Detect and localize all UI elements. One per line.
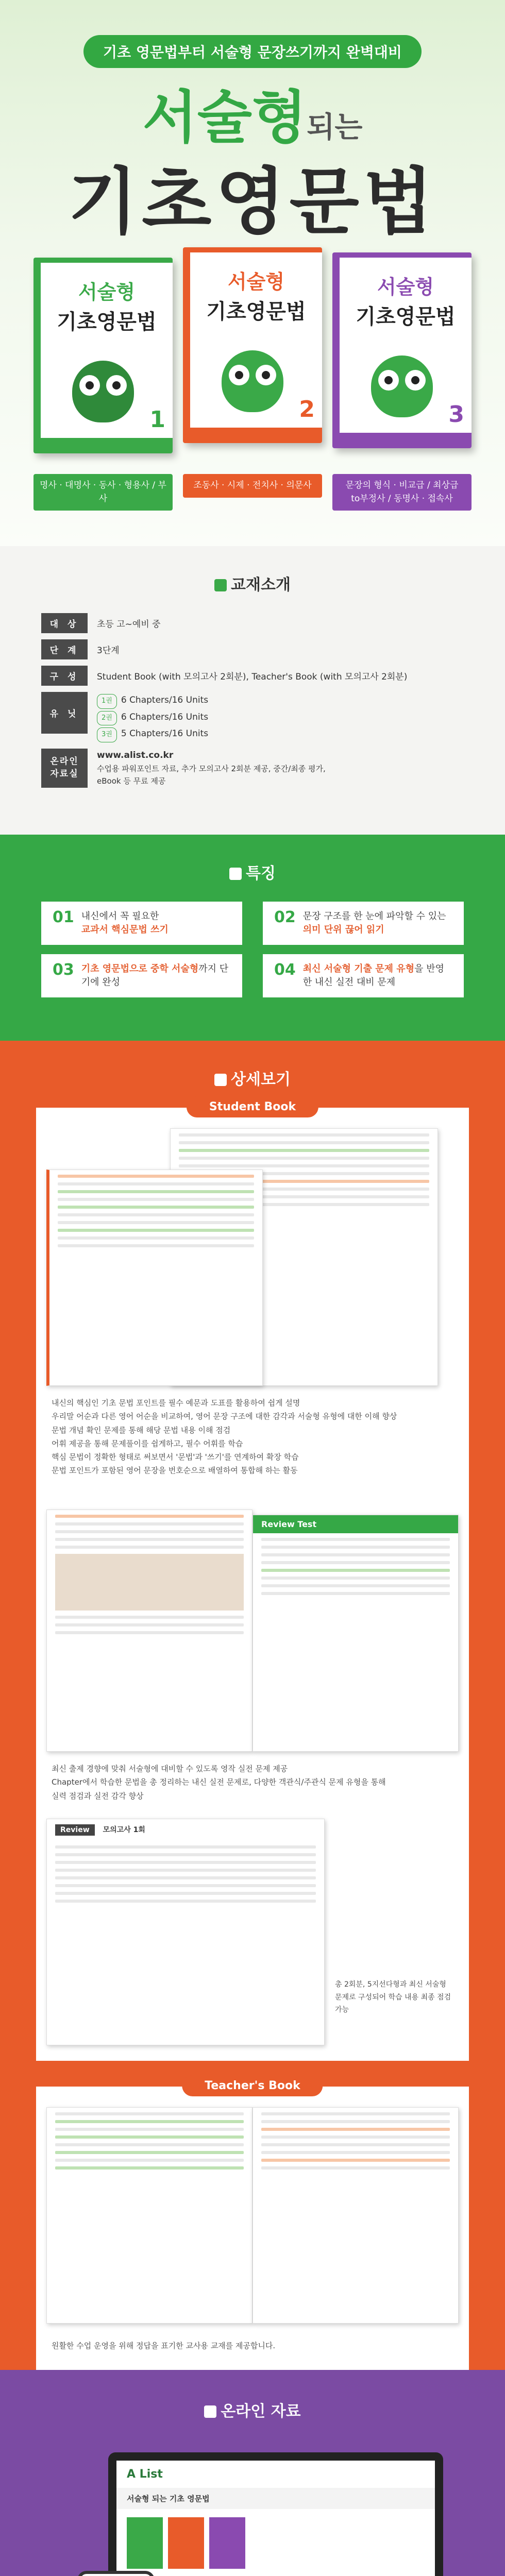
teacher-page: [252, 2107, 459, 2324]
bullet-text: 문법 개념 확인 문제를 통해 해당 문법 내용 이해 점검: [52, 1425, 231, 1435]
sample-page: [46, 1170, 263, 1386]
detail-section: [0, 1041, 505, 2370]
screen-logo: A List: [127, 2468, 163, 2481]
feature-number: 03: [53, 961, 74, 979]
bullet-text: Chapter에서 학습한 문법을 총 정리하는 내신 실전 문제로, 다양한 객관식/주관식 문제 유형을 통해: [52, 1777, 386, 1787]
phone-image: [77, 2571, 155, 2576]
test-note: 총 2회분, 5지선다형과 최신 서술형 문제로 구성되어 학습 내용 최종 점검 가능: [335, 1980, 451, 2014]
unit-value: 6 Chapters/16 Units: [121, 695, 209, 705]
features-heading-text: 특징: [246, 865, 276, 883]
hero: [0, 0, 505, 546]
review-test-title: Review Test: [253, 1515, 458, 1533]
online-heading: [0, 2398, 505, 2421]
bullet-text: 최신 출제 경향에 맞춰 서술형에 대비할 수 있도록 영작 실전 문제 제공: [52, 1764, 288, 1773]
unit-line: [97, 709, 208, 726]
feature-number: 02: [274, 908, 296, 926]
bullet-text: 우리말 어순과 다른 영어 어순을 비교하여, 영어 문장 구조에 대한 감각과 서술형 유형에 대한 이해 향상: [52, 1412, 397, 1421]
info-label: 유 닛: [41, 692, 88, 734]
book-cover-2: [183, 247, 322, 443]
feature-highlight: 최신 서술형 기출 문제 유형: [302, 963, 415, 975]
screen-title: 서술형 되는 기초 영문법: [116, 2488, 435, 2509]
teacher-note: 원활한 수업 운영을 위해 정답을 표기한 교사용 교재를 제공합니다.: [52, 2341, 276, 2350]
bullet-text: 핵심 문법이 정확한 형태로 써보면서 '문법'과 '쓰기'를 연계하여 확장 학습: [52, 1452, 299, 1462]
book-2-title1: 서술형: [227, 270, 285, 293]
book-3-subtitle: 문장의 형식 · 비교급 / 최상급 to부정사 / 동명사 · 접속사: [332, 474, 472, 511]
info-row: [41, 639, 464, 659]
unit-line: [97, 725, 208, 742]
book-icon: [214, 1074, 227, 1086]
detail-heading-text: 상세보기: [231, 1071, 291, 1089]
bullet-text: 문법 포인트가 포함된 영어 문장을 번호순으로 배열하여 통합해 하는 활동: [52, 1466, 298, 1476]
feature-text: 을 반영한 내신 실전 대비 문제: [302, 963, 444, 988]
feature-item: [263, 902, 464, 945]
book-icon: [204, 2405, 216, 2418]
online-section: [0, 2370, 505, 2576]
review-bullets: [52, 1762, 453, 1803]
feature-text: 까지 단기에 완성: [81, 963, 229, 988]
feature-number: 04: [274, 961, 296, 979]
info-row-online: [41, 749, 464, 788]
hero-title: [0, 72, 505, 154]
bullet-text: 어휘 제공을 통해 문제풀이를 쉽게하고, 필수 어휘를 학습: [52, 1438, 243, 1448]
feature-text: 문장 구조를 한 눈에 파악할 수 있는: [302, 911, 446, 922]
book-2-title2: 기초영문법: [206, 300, 306, 324]
detail-heading: [36, 1066, 469, 1089]
unit-line: [97, 692, 208, 709]
student-book-panel: [36, 1100, 469, 2061]
info-label: 구 성: [41, 666, 88, 686]
info-row: [41, 613, 464, 633]
book-2-number: 2: [299, 396, 315, 422]
book-3-title2: 기초영문법: [356, 305, 456, 329]
owl-icon: [222, 350, 283, 412]
info-heading-text: 교재소개: [231, 576, 291, 594]
features-section: [0, 835, 505, 1041]
feature-number: 01: [53, 908, 74, 926]
book-3-title1: 서술형: [377, 276, 434, 298]
features-heading: [41, 860, 464, 883]
test-title: 모의고사 1회: [103, 1826, 145, 1834]
hero-title-small: 되는: [307, 111, 363, 144]
feature-text: 내신에서 꼭 필요한: [81, 911, 159, 922]
online-heading-text: 온라인 자료: [221, 2402, 301, 2420]
info-heading: [41, 572, 464, 595]
online-desc: 수업용 파워포인트 자료, 추가 모의고사 2회분 제공, 중간/최종 평가, eBook 등 무료 제공: [97, 764, 326, 786]
book-1-number: 1: [149, 406, 165, 433]
hero-title-main: 서술형: [142, 84, 307, 150]
owl-icon: [371, 355, 433, 417]
feature-highlight: 의미 단위 끊어 읽기: [302, 924, 384, 936]
book-info-section: [0, 546, 505, 835]
feature-item: [263, 954, 464, 997]
sample-page: [46, 1510, 252, 1752]
student-book-tag: Student Book: [187, 1096, 318, 1117]
bullet-text: 내신의 핵심인 기초 문법 포인트를 필수 예문과 도표를 활용하여 쉽게 설명: [52, 1398, 300, 1408]
teacher-book-tag: Teacher's Book: [182, 2075, 323, 2096]
info-value: 초등 고~예비 중: [97, 619, 161, 630]
unit-value: 6 Chapters/16 Units: [121, 711, 209, 722]
teacher-book-panel: [36, 2079, 469, 2375]
book-icon: [214, 579, 227, 591]
bullet-text: 실력 점검과 실전 감각 향상: [52, 1791, 144, 1801]
teacher-page: [46, 2107, 252, 2324]
info-label: 대 상: [41, 613, 88, 633]
test-page: Review 모의고사 1회: [46, 1819, 325, 2045]
feature-item: [41, 954, 242, 997]
feature-highlight: 기초 영문법으로 중학 서술형: [81, 963, 199, 975]
hero-title-line2: 기초영문법: [68, 160, 437, 244]
book-cover-1: [33, 258, 173, 453]
info-label: 단 계: [41, 639, 88, 659]
hero-tagline: 기초 영문법부터 서술형 문장쓰기까지 완벽대비: [83, 35, 422, 68]
info-value: Student Book (with 모의고사 2회분), Teacher's Book (with 모의고사 2회분): [97, 672, 408, 682]
volume-badge: 1권: [97, 694, 117, 709]
info-label: 온라인 자료실: [41, 749, 88, 788]
book-3-number: 3: [448, 401, 464, 428]
info-row-units: [41, 692, 464, 742]
online-url-link[interactable]: www.alist.co.kr: [97, 750, 174, 761]
owl-icon: [72, 361, 134, 422]
feature-highlight: 교과서 핵심문법 쓰기: [81, 924, 169, 936]
info-row: [41, 666, 464, 686]
book-1-title1: 서술형: [78, 281, 136, 303]
info-value: 3단계: [97, 646, 120, 656]
book-2-subtitle: 조동사 · 시제 · 전치사 · 의문사: [183, 474, 322, 498]
review-test-page: [252, 1515, 459, 1752]
feature-item: [41, 902, 242, 945]
student-bullets: [52, 1396, 453, 1478]
book-icon: [229, 868, 242, 880]
volume-badge: 2권: [97, 711, 117, 726]
monitor-image: [108, 2452, 443, 2576]
volume-badge: 3권: [97, 727, 117, 742]
book-cover-3: [332, 252, 472, 448]
book-1-title2: 기초영문법: [57, 310, 157, 334]
unit-value: 5 Chapters/16 Units: [121, 728, 209, 739]
book-1-subtitle: 명사 · 대명사 · 동사 · 형용사 / 부사: [33, 474, 173, 511]
